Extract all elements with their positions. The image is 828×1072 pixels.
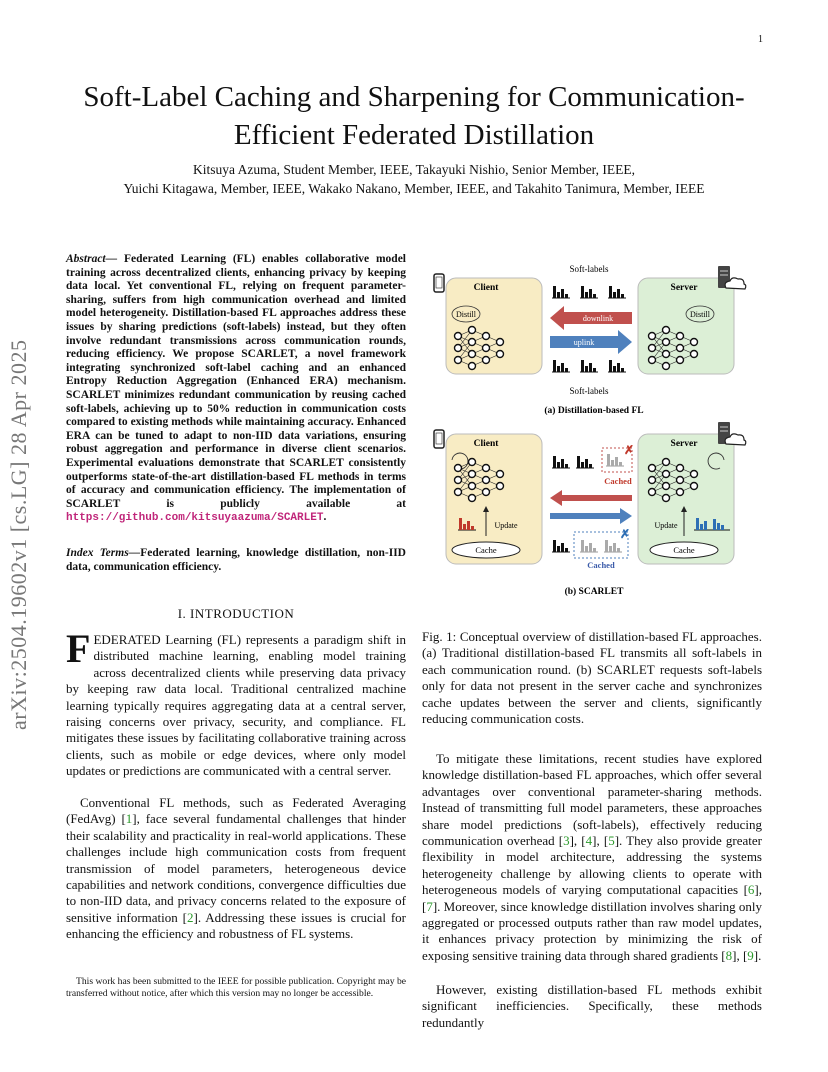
abstract-text: Federated Learning (FL) enables collaborative model training across decentralized clients, enhancing privacy by keeping data local. Yet conventional FL, relying on frequent parameter-sharing, suffers from high communication overhead and limited model heterogeneity. Distillation-based FL approaches address these issues by sharing predictions (soft-labels) instead, but they often involve redundant transmissions across communication rounds, reducing efficiency. We propose SCARLET, a novel framework integrating synchronized soft-label caching and an enhanced Entropy Reduction Aggregation (Enhanced ERA) mechanism. SCARLET minimizes redundant communication by reusing cached soft-labels, achieving up to 50% reduction in communication costs compared to existing methods while maintaining accuracy. Enhanced ERA can be tuned to adapt to non-IID data variations, ensuring robust aggregation and performance in diverse client scenarios. Experimental evaluations demonstrate that SCARLET consistently outperforms state-of-the-art distillation-based FL methods in terms of accuracy and communication efficiency. The implementation of SCARLET is publicly available at	[66, 253, 406, 510]
citation-link[interactable]: 5	[608, 833, 615, 849]
softlabel-bars-icon	[580, 360, 598, 372]
distill-label-client: Distill	[455, 310, 477, 319]
smartphone-icon	[434, 274, 444, 292]
cached-label-top: Cached	[604, 476, 632, 486]
citation-link[interactable]: 3	[563, 833, 570, 849]
drop-cap: F	[66, 626, 91, 671]
page-number: 1	[758, 34, 763, 45]
client-label-b: Client	[473, 439, 499, 449]
p3-text-b: ]. They also provide greater flexibility in model architecture, addressing the systems heterogeneity challenge by allowing clients to operate with heterogeneous models of varying computational capacities [	[422, 833, 762, 898]
subcaption-a: (a) Distillation-based FL	[544, 406, 644, 416]
softlabels-bottom-label: Soft-labels	[569, 386, 609, 396]
github-link[interactable]: https://github.com/kitsuyaazuma/SCARLET	[66, 512, 324, 525]
uplink-arrow	[550, 508, 632, 524]
softlabel-bars-icon	[552, 360, 570, 372]
citation-link[interactable]: 4	[585, 833, 593, 849]
cached-label-bottom: Cached	[587, 560, 615, 570]
index-terms	[66, 547, 406, 574]
p3-text-d: ].	[753, 947, 762, 963]
abstract-label: Abstract—	[66, 253, 118, 265]
figure-1	[428, 262, 764, 602]
p2-text-c: ]. Addressing these issues is crucial for enhancing the efficiency and robustness of FL systems.	[66, 909, 406, 942]
citation-link[interactable]: 8	[725, 947, 733, 963]
x-mark-icon: ✗	[624, 443, 635, 457]
server-icon	[718, 422, 746, 445]
authors-line-1: Kitsuya Azuma, Student Member, IEEE, Takayuki Nishio, Senior Member, IEEE,	[192, 162, 635, 177]
section-heading: I. INTRODUCTION	[177, 606, 295, 621]
p2-text-a: Conventional FL methods, such as Federated Averaging (FedAvg) [	[66, 795, 406, 827]
server-label-b: Server	[670, 439, 698, 449]
author-list	[60, 160, 768, 198]
server-icon	[718, 266, 746, 289]
downlink-label: downlink	[582, 314, 614, 323]
figure-caption: Fig. 1: Conceptual overview of distillation-based FL approaches. (a) Traditional distillation-based FL transmits all soft-labels in each communication round. (b) SCARLET requests soft-labels only for data not present in the server cache and synchronizes cache updates between the server and clients, significantly reducing communication costs.	[422, 629, 762, 727]
authors-line-2: Yuichi Kitagawa, Member, IEEE, Wakako Nakano, Member, IEEE, and Takahito Tanimura, Member, IEEE	[123, 181, 705, 196]
citation-link[interactable]: 1	[125, 811, 133, 827]
intro-paragraph-2	[66, 795, 406, 943]
paragraph-3: To mitigate these limitations, recent studies have explored knowledge distillation-based FL approaches, which offer several advantages over conventional parameter-sharing methods. Instead of transmitting full model parameters, these approaches share model predictions (soft-labels), effectively reducing communication overhead [3], [4], [5]. They also provide greater flexibility in model architecture, addressing the systems heterogeneity challenge by allowing clients to operate with heterogeneous models of varying computational capacities [6], [7]. Moreover, since knowledge distillation involves sharing only aggregated or processed outputs rather than raw model updates, it enhances privacy protection by minimizing the risk of exposing sensitive training data through shared gradients [8], [9].	[422, 751, 762, 963]
p3-text-c: ]. Moreover, since knowledge distillation involves sharing only aggregated or processed outputs rather than raw model updates, it enhances privacy protection by minimizing the risk of exposing sensitive training data through shared gradients [	[422, 898, 762, 963]
client-label-a: Client	[473, 283, 499, 293]
softlabel-bars-icon	[608, 360, 626, 372]
footnote: This work has been submitted to the IEEE for possible publication. Copyright may be transferred without notice, after which this version may no longer be accessible.	[66, 976, 406, 999]
cache-label-client: Cache	[475, 545, 497, 555]
distill-label-server: Distill	[689, 310, 711, 319]
arxiv-identifier: arXiv:2504.19602v1 [cs.LG] 28 Apr 2025	[6, 339, 31, 730]
subcaption-b: (b) SCARLET	[564, 587, 624, 597]
softlabel-bars-icon	[552, 286, 570, 298]
citation-link[interactable]: 7	[426, 898, 433, 914]
intro-paragraph-1	[66, 626, 406, 780]
softlabel-bars-icon	[608, 286, 626, 298]
cached-bars-icon	[604, 540, 622, 552]
server-label-a: Server	[670, 283, 698, 293]
citation-link[interactable]: 6	[747, 882, 755, 898]
index-terms-text: Federated learning, knowledge distillation, non-IID data, communication efficiency.	[66, 547, 406, 573]
update-label-server: Update	[654, 521, 678, 530]
cache-label-server: Cache	[673, 545, 695, 555]
softlabels-top-label: Soft-labels	[569, 264, 609, 274]
smartphone-icon	[434, 430, 444, 448]
cached-bars-icon	[606, 454, 624, 466]
citation-link[interactable]: 2	[187, 909, 194, 925]
softlabel-bars-icon	[552, 456, 570, 468]
update-label-client: Update	[494, 521, 518, 530]
cached-bars-icon	[580, 540, 598, 552]
paper-title: Soft-Label Caching and Sharpening for Communication-Efficient Federated Distillation	[83, 81, 745, 151]
softlabel-bars-icon	[580, 286, 598, 298]
paragraph-4: However, existing distillation-based FL methods exhibit significant inefficiencies. Specifically, these methods redundantly	[422, 982, 762, 1030]
p2-text-b: ], face several fundamental challenges that hinder their scalability and practicality in real-world applications. These challenges include high communication costs from frequent transmission of model parameters, heterogeneous device capabilities and network conditions, convergence difficulties due to non-IID data, and privacy concerns related to the exposure of sensitive information [	[66, 811, 406, 925]
uplink-label: uplink	[573, 338, 595, 347]
intro-p1-text: EDERATED Learning (FL) represents a paradigm shift in distributed machine learning, enabling model training across decentralized clients while preserving data privacy by keeping raw data local. Traditional centralized machine learning typically requires aggregating data at a central server, raising concerns over privacy, security, and compliance. FL mitigates these issues by facilitating collaborative training across clients, such as mobile or edge devices, where only model updates or predictions are communicated with a central server.	[66, 632, 406, 779]
x-mark-icon: ✗	[620, 527, 631, 541]
index-terms-label: Index Terms—	[66, 547, 141, 559]
citation-link[interactable]: 9	[747, 947, 754, 963]
softlabel-bars-icon	[552, 540, 570, 552]
abstract: Abstract— Federated Learning (FL) enables collaborative model training across decentralized clients, enhancing privacy by keeping data local. Yet conventional FL, relying on frequent parameter-sharing, suffers from high communication overhead and limited model heterogeneity. Distillation-based FL approaches address these issues by sharing predictions (soft-labels) instead, but they often involve redundant transmissions across communication rounds, reducing efficiency. We propose SCARLET, a novel framework integrating synchronized soft-label caching and an enhanced Entropy Reduction Aggregation (Enhanced ERA) mechanism. SCARLET minimizes redundant communication by reusing cached soft-labels, achieving up to 50% reduction in communication costs compared to existing methods while maintaining accuracy. Enhanced ERA can be tuned to adapt to non-IID data variations, ensuring robust aggregation and performance in diverse client scenarios. Experimental evaluations demonstrate that SCARLET consistently outperforms state-of-the-art distillation-based FL methods in terms of accuracy and communication efficiency. The implementation of SCARLET is publicly available at https://github.com/kitsuyaazuma/SCARLET.	[66, 253, 406, 525]
downlink-arrow	[550, 490, 632, 506]
p3-text-a: To mitigate these limitations, recent studies have explored knowledge distillation-based FL approaches, which offer several advantages over conventional parameter-sharing methods. Instead of transmitting full model parameters, these approaches share model predictions (soft-labels), effectively reducing communication overhead [	[422, 751, 762, 849]
softlabel-bars-icon	[576, 456, 594, 468]
